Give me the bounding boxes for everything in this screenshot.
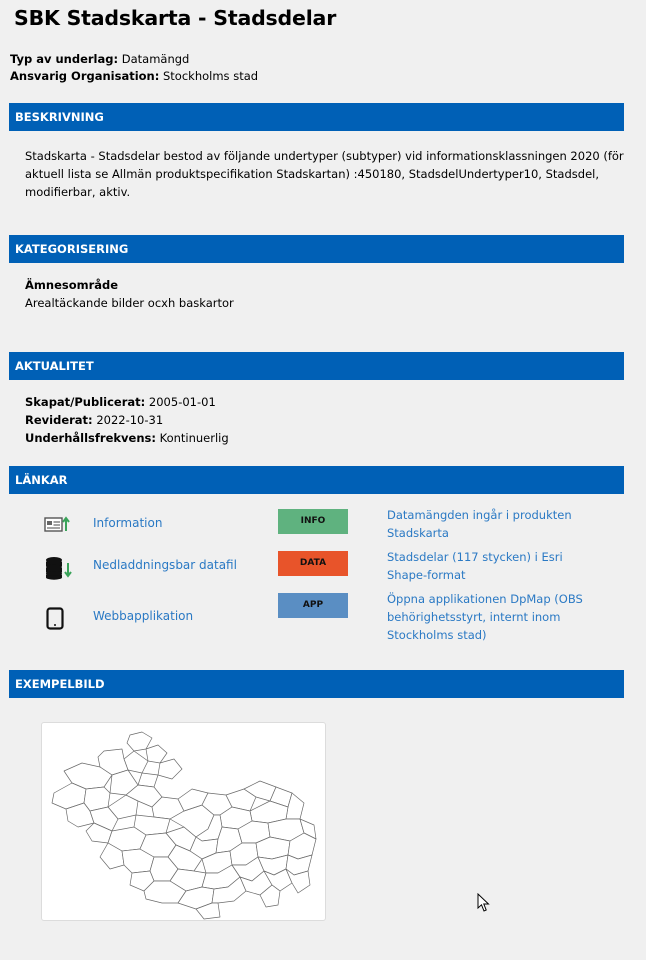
section-header-lankar: LÄNKAR [9,466,624,494]
meta-organisation-row [10,69,258,83]
meta-organisation-value: Stockholms stad [163,69,259,83]
meta-organisation-label: Ansvarig Organisation: [10,69,160,83]
category-label: Ämnesområde [25,278,119,292]
mouse-cursor-icon [477,893,491,917]
description-line: modifierbar, aktiv. [25,185,131,199]
category-value: Arealtäckande bilder ocxh baskartor [25,296,234,310]
actuality-created-row [25,393,229,411]
tablet-icon [46,607,64,635]
app-badge-button[interactable]: APP [278,593,348,618]
info-badge-button[interactable]: INFO [278,509,348,534]
link-webapp[interactable]: Webbapplikation [93,609,194,623]
database-download-icon [45,556,73,584]
frequency-label: Underhållsfrekvens: [25,431,156,445]
desc-line: behörighetsstyrt, internt inom [387,610,561,624]
desc-line: Datamängden ingår i produkten [387,508,572,522]
info-document-icon [44,515,70,537]
meta-type-value: Datamängd [121,52,190,66]
revised-value: 2022-10-31 [96,413,164,427]
actuality-revised-row [25,411,229,429]
link-information-description[interactable] [387,506,572,542]
revised-label: Reviderat: [25,413,93,427]
link-datafile[interactable]: Nedladdningsbar datafil [93,558,237,572]
section-header-aktualitet: AKTUALITET [9,352,624,380]
category-block [25,276,234,312]
data-badge-button[interactable]: DATA [278,551,348,576]
link-webapp-description[interactable] [387,590,583,644]
actuality-block [25,393,229,447]
frequency-value: Kontinuerlig [159,431,229,445]
created-value: 2005-01-01 [148,395,216,409]
desc-line: Shape-format [387,568,466,582]
desc-line: Stadsdelar (117 stycken) i Esri [387,550,563,564]
section-header-exempelbild: EXEMPELBILD [9,670,624,698]
description-line: aktuell lista se Allmän produktspecifikation Stadskartan) :450180, StadsdelUndertyper10, Stadsdel, [25,167,599,181]
page-title: SBK Stadskarta - Stadsdelar [14,6,337,30]
section-header-beskrivning: BESKRIVNING [9,103,624,131]
created-label: Skapat/Publicerat: [25,395,146,409]
actuality-frequency-row [25,429,229,447]
district-map-drawing [42,723,327,922]
link-datafile-description[interactable] [387,548,563,584]
desc-line: Öppna applikationen DpMap (OBS [387,592,583,606]
meta-type-row [10,52,189,66]
meta-type-label: Typ av underlag: [10,52,119,66]
example-map-image [41,722,326,921]
description-line: Stadskarta - Stadsdelar bestod av följande undertyper (subtyper) vid informationsklassningen 2020 (för [25,149,624,163]
desc-line: Stadskarta [387,526,449,540]
link-information[interactable]: Information [93,516,163,530]
section-header-kategorisering: KATEGORISERING [9,235,624,263]
description-text [25,147,624,201]
desc-line: Stockholms stad) [387,628,487,642]
